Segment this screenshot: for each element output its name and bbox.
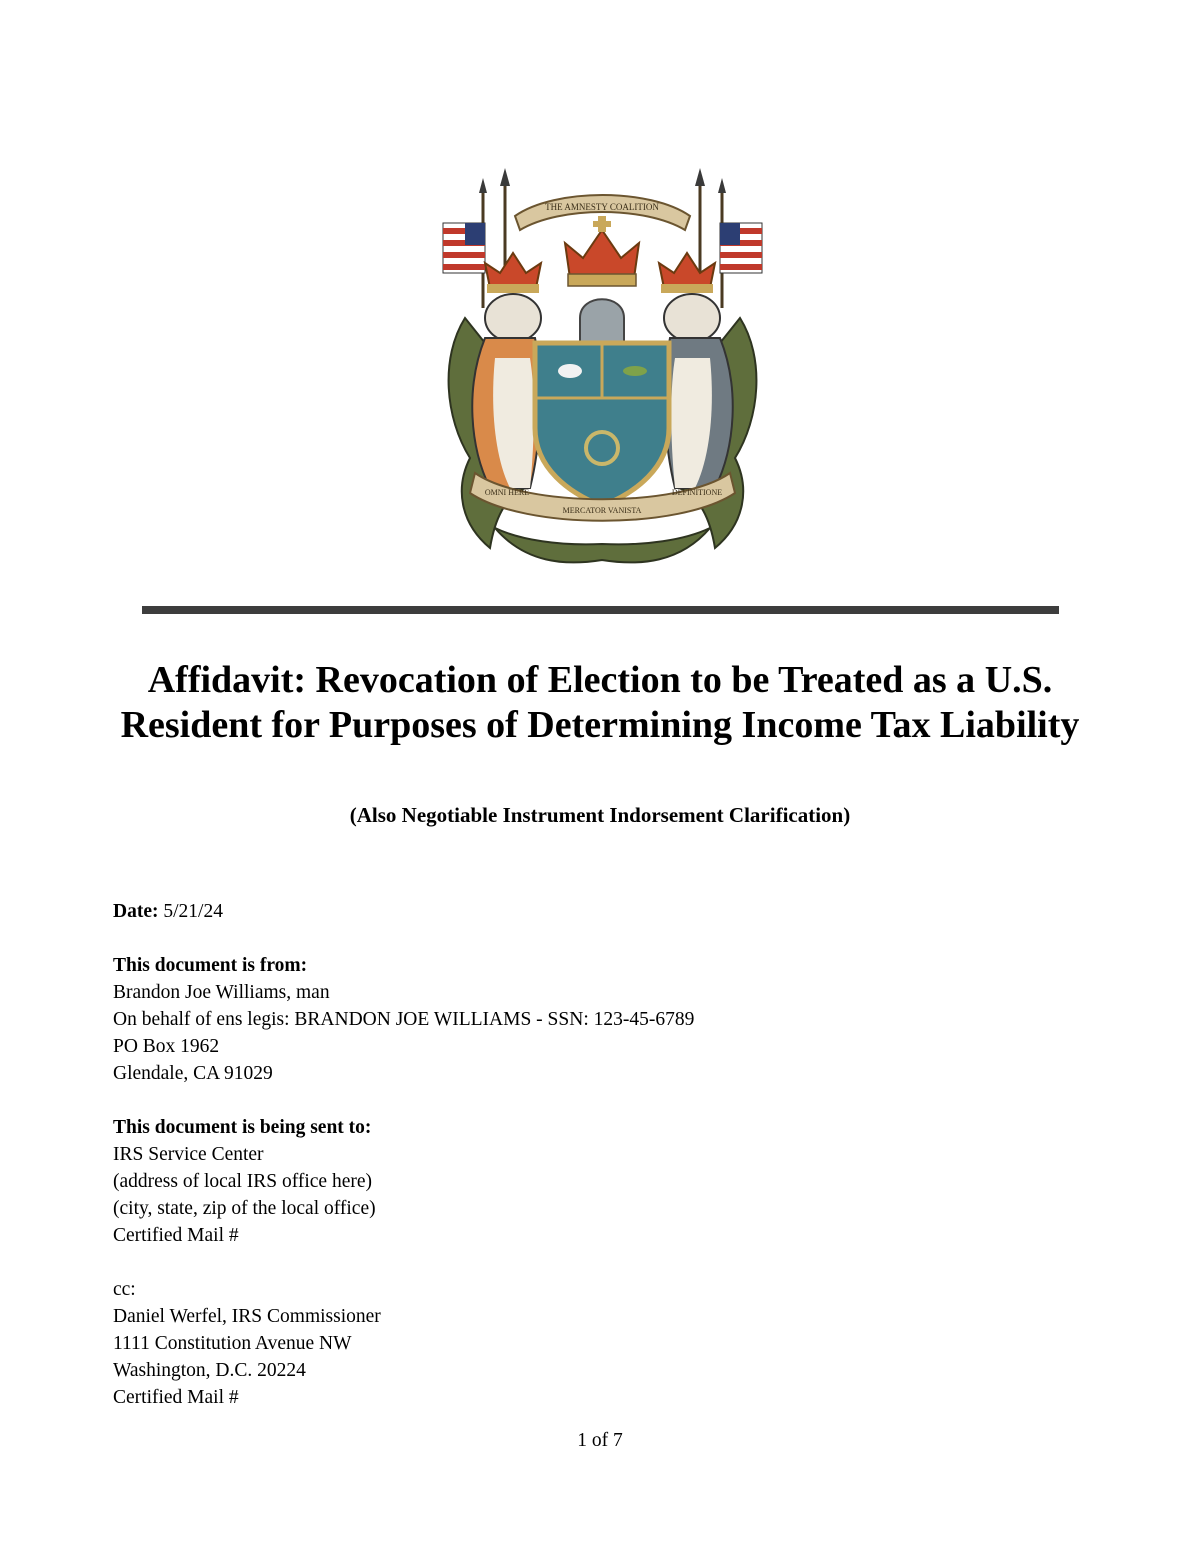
to-block: [113, 1114, 694, 1249]
from-label: This document is from:: [113, 955, 308, 976]
to-line: Certified Mail #: [113, 1225, 239, 1246]
crown-left: [485, 253, 541, 293]
svg-text:OMNI HERE: OMNI HERE: [484, 488, 530, 497]
to-label: This document is being sent to:: [113, 1117, 372, 1138]
to-line: (city, state, zip of the local office): [113, 1198, 376, 1219]
from-block: [113, 952, 694, 1087]
cc-block: [113, 1276, 694, 1411]
crown-center: [565, 216, 639, 286]
flag-left: [443, 178, 487, 308]
cc-line: Washington, D.C. 20224: [113, 1360, 306, 1381]
bulldog-left: [472, 294, 541, 488]
document-title: [100, 658, 1100, 748]
svg-text:THE AMNESTY COALITION: THE AMNESTY COALITION: [545, 202, 659, 212]
from-line: PO Box 1962: [113, 1036, 220, 1057]
coat-of-arms-emblem: [435, 168, 770, 568]
flag-right: [718, 178, 762, 308]
from-line: Brandon Joe Williams, man: [113, 982, 330, 1003]
from-line: On behalf of ens legis: BRANDON JOE WILLIAMS - SSN: 123-45-6789: [113, 1009, 695, 1030]
dove-charge: [558, 364, 582, 378]
svg-text:DEFINITIONE: DEFINITIONE: [671, 488, 723, 497]
document-subtitle: (Also Negotiable Instrument Indorsement Clarification): [349, 803, 851, 827]
date-block: [113, 898, 694, 925]
helmet: [580, 299, 624, 343]
title-line-3: Tax Liability: [870, 704, 1080, 746]
date-label: Date:: [113, 901, 159, 922]
cc-line: 1111 Constitution Avenue NW: [113, 1333, 352, 1354]
svg-text:MERCATOR VANISTA: MERCATOR VANISTA: [562, 506, 642, 515]
document-body: [113, 898, 694, 1438]
from-line: Glendale, CA 91029: [113, 1063, 273, 1084]
pickle-charge: [623, 366, 647, 376]
to-line: IRS Service Center: [113, 1144, 264, 1165]
bulldog-right: [664, 294, 733, 488]
to-line: (address of local IRS office here): [113, 1171, 372, 1192]
title-line-2: U.S. Resident for Purposes of Determining Income: [120, 659, 1053, 746]
title-line-1: Affidavit: Revocation of Election to be Treated as a: [147, 659, 976, 701]
date-value: 5/21/24: [163, 901, 223, 922]
cc-line: Certified Mail #: [113, 1387, 239, 1408]
horizontal-rule: [142, 606, 1059, 614]
page-number: 1 of 7: [577, 1430, 623, 1451]
crown-right: [659, 253, 715, 293]
cc-label: cc:: [113, 1279, 136, 1300]
cc-line: Daniel Werfel, IRS Commissioner: [113, 1306, 381, 1327]
